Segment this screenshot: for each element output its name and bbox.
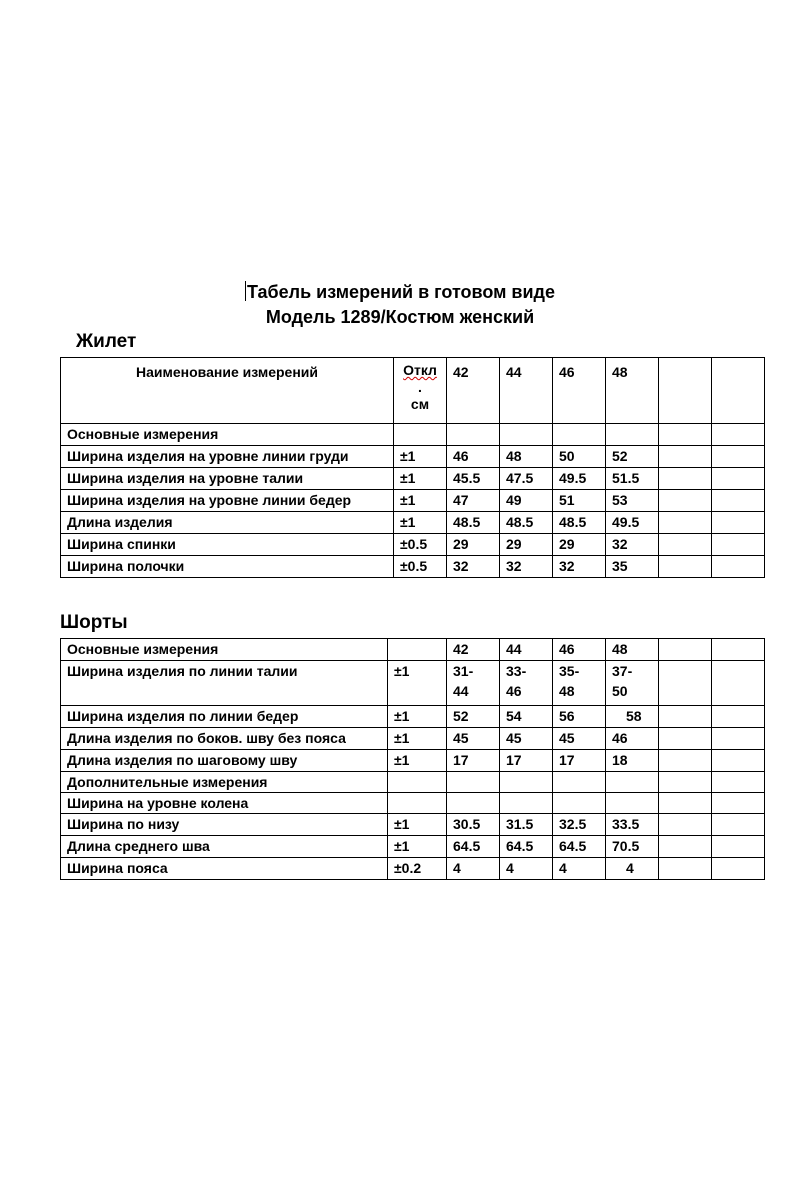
vest-size-44: 44 <box>500 358 553 424</box>
measure-name: Длина среднего шва <box>61 836 388 858</box>
vest-section-title: Жилет <box>76 331 137 352</box>
value: 4 <box>606 858 659 880</box>
value: 33- 46 <box>500 661 553 706</box>
value: 48.5 <box>500 512 553 534</box>
additional-label: Дополнительные измерения <box>61 772 388 793</box>
measure-name: Ширина спинки <box>61 534 394 556</box>
vest-empty-cell <box>712 358 765 424</box>
vest-empty-cell <box>659 358 712 424</box>
measure-name: Ширина изделия на уровне линии груди <box>61 446 394 468</box>
vest-table <box>60 357 765 578</box>
value: 51.5 <box>606 468 659 490</box>
value: 32.5 <box>553 814 606 836</box>
value: 45 <box>553 728 606 750</box>
value: 35- 48 <box>553 661 606 706</box>
value: 45 <box>500 728 553 750</box>
table-row <box>61 446 765 468</box>
value: 30.5 <box>447 814 500 836</box>
table-row <box>61 836 765 858</box>
value: 46 <box>606 728 659 750</box>
table-row <box>61 750 765 772</box>
value: 47 <box>447 490 500 512</box>
value: 37- 50 <box>606 661 659 706</box>
text-cursor <box>245 281 246 301</box>
value: 4 <box>447 858 500 880</box>
value: 31- 44 <box>447 661 500 706</box>
tolerance: ±1 <box>388 750 447 772</box>
shorts-size-44: 44 <box>500 639 553 661</box>
tolerance: ±0.2 <box>388 858 447 880</box>
measure-name: Длина изделия по шаговому шву <box>61 750 388 772</box>
value: 4 <box>500 858 553 880</box>
value: 49.5 <box>606 512 659 534</box>
table-row <box>61 490 765 512</box>
vest-group-row <box>61 424 765 446</box>
table-row <box>61 512 765 534</box>
measure-name: Ширина изделия по линии бедер <box>61 706 388 728</box>
value: 70.5 <box>606 836 659 858</box>
shorts-size-42: 42 <box>447 639 500 661</box>
vest-header-row <box>61 358 765 424</box>
value: 32 <box>553 556 606 578</box>
tolerance: ±1 <box>394 468 447 490</box>
value: 32 <box>447 556 500 578</box>
value: 18 <box>606 750 659 772</box>
table-row <box>61 706 765 728</box>
value: 4 <box>553 858 606 880</box>
value: 17 <box>500 750 553 772</box>
value: 32 <box>606 534 659 556</box>
value: 32 <box>500 556 553 578</box>
shorts-section-title: Шорты <box>60 612 128 633</box>
value: 17 <box>553 750 606 772</box>
shorts-group-label: Основные измерения <box>61 639 388 661</box>
value: 29 <box>500 534 553 556</box>
table-row <box>61 858 765 880</box>
value: 49 <box>500 490 553 512</box>
vest-group-label: Основные измерения <box>61 424 394 446</box>
value: 53 <box>606 490 659 512</box>
tolerance: ±1 <box>394 490 447 512</box>
tolerance: ±1 <box>388 814 447 836</box>
table-row <box>61 814 765 836</box>
value: 50 <box>553 446 606 468</box>
value: 35 <box>606 556 659 578</box>
measure-name: Ширина изделия на уровне талии <box>61 468 394 490</box>
value: 31.5 <box>500 814 553 836</box>
shorts-table <box>60 638 765 880</box>
tolerance: ±1 <box>388 706 447 728</box>
value: 64.5 <box>553 836 606 858</box>
value: 48 <box>500 446 553 468</box>
shorts-size-48: 48 <box>606 639 659 661</box>
table-row <box>61 468 765 490</box>
value: 45.5 <box>447 468 500 490</box>
tolerance: ±1 <box>388 661 447 706</box>
value: 49.5 <box>553 468 606 490</box>
measure-name: Ширина изделия по линии талии <box>61 661 388 706</box>
table-row <box>61 793 765 814</box>
document-subtitle: Модель 1289/Костюм женский <box>265 307 535 327</box>
table-row <box>61 728 765 750</box>
measure-name: Ширина изделия на уровне линии бедер <box>61 490 394 512</box>
tolerance: ±1 <box>388 836 447 858</box>
tolerance: ±0.5 <box>394 534 447 556</box>
value: 47.5 <box>500 468 553 490</box>
measure-name: Ширина пояса <box>61 858 388 880</box>
table-row <box>61 661 765 706</box>
measure-name: Длина изделия по боков. шву без пояса <box>61 728 388 750</box>
value: 52 <box>447 706 500 728</box>
document-title: Табель измерений в готовом виде <box>246 282 555 302</box>
value: 54 <box>500 706 553 728</box>
value: 45 <box>447 728 500 750</box>
tolerance: ±0.5 <box>394 556 447 578</box>
value: 64.5 <box>447 836 500 858</box>
value: 51 <box>553 490 606 512</box>
table-row <box>61 556 765 578</box>
value: 58 <box>606 706 659 728</box>
value: 17 <box>447 750 500 772</box>
measure-name: Ширина полочки <box>61 556 394 578</box>
value: 56 <box>553 706 606 728</box>
vest-size-42: 42 <box>447 358 500 424</box>
vest-name-header: Наименование измерений <box>61 358 394 424</box>
value: 29 <box>447 534 500 556</box>
vest-size-48: 48 <box>606 358 659 424</box>
tolerance: ±1 <box>394 446 447 468</box>
vest-tolerance-header: Откл . см <box>394 358 447 424</box>
measure-name: Ширина на уровне колена <box>61 793 388 814</box>
vest-size-46: 46 <box>553 358 606 424</box>
shorts-header-row <box>61 639 765 661</box>
shorts-size-46: 46 <box>553 639 606 661</box>
value: 29 <box>553 534 606 556</box>
tolerance: ±1 <box>388 728 447 750</box>
measure-name: Длина изделия <box>61 512 394 534</box>
value: 46 <box>447 446 500 468</box>
measure-name: Ширина по низу <box>61 814 388 836</box>
value: 48.5 <box>447 512 500 534</box>
value: 33.5 <box>606 814 659 836</box>
tolerance: ±1 <box>394 512 447 534</box>
value: 64.5 <box>500 836 553 858</box>
value: 52 <box>606 446 659 468</box>
table-row <box>61 534 765 556</box>
value: 48.5 <box>553 512 606 534</box>
table-row <box>61 772 765 793</box>
